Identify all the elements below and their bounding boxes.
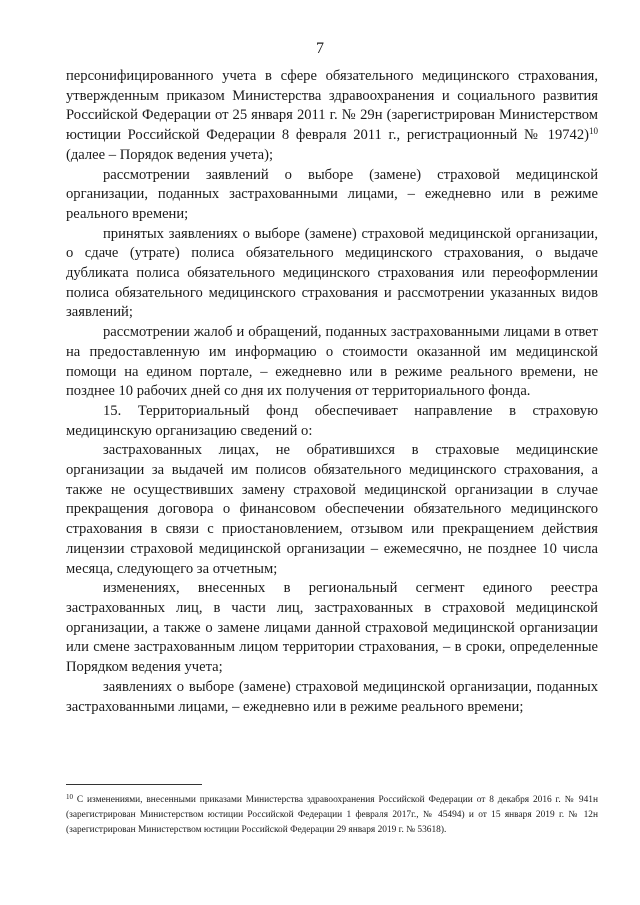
paragraph: рассмотрении жалоб и обращений, поданных застрахованными лицами в ответ на предоставленную им информацию о стоимости оказанной им медицинской помощи на едином портале, – ежедневно или в режиме реального времени, не позднее 10 рабочих дней со дня их получения от территориального фонда. [66, 324, 598, 400]
paragraph: изменениях, внесенных в региональный сегмент единого реестра застрахованных лиц, в части лиц, застрахованных в страховой медицинской организации, а также о замене лицами данной страховой медицинской организации или смене застрахованным лицом территории страхования, – в сроки, определенные Порядком ведения учета; [66, 580, 598, 676]
body-text [66, 67, 598, 717]
page-number: 7 [316, 40, 324, 57]
footnote-text: С изменениями, внесенными приказами Министерства здравоохранения Российской Федерации от 8 декабря 2016 г. № 941н (зарегистрирован Министерством юстиции Российской Федерации 1 февраля 2017г., № 45494) и от 15 января 2019 г. № 12н (зарегистрирован Министерством юстиции Российской Федерации 29 января 2019 г. № 53618). [66, 795, 598, 835]
paragraph: заявлениях о выборе (замене) страховой медицинской организации, поданных застрахованными лицами, – ежедневно или в режиме реального времени; [66, 678, 598, 715]
paragraph: застрахованных лицах, не обратившихся в страховые медицинские организации за выдачей им полисов обязательного медицинского страхования, а также не осуществивших замену страховой медицинской организации в случае прекращения договора о финансовом обеспечении обязательного медицинского страхования в связи с приостановлением, отзывом или прекращением действия лицензии страховой медицинской организации – ежемесячно, не позднее 10 числа месяца, следующего за отчетным; [66, 442, 598, 577]
paragraph [66, 67, 598, 166]
paragraph: рассмотрении заявлений о выборе (замене) страховой медицинской организации, поданных застрахованными лицами, – ежедневно или в режиме реального времени; [66, 166, 598, 222]
paragraph: принятых заявлениях о выборе (замене) страховой медицинской организации, о сдаче (утрате) полиса обязательного медицинского страхования, о выдаче дубликата полиса обязательного медицинского страхования или переоформлении полиса обязательного медицинского страхования и рассмотрении указанных видов заявлений; [66, 225, 598, 321]
footnote-reference: 10 [589, 126, 598, 137]
footnote-separator [66, 784, 202, 785]
paragraph-text: персонифицированного учета в сфере обязательного медицинского страхования, утвержденным приказом Министерства здравоохранения и социального развития Российской Федерации от 25 января 2011 г. № 29н (зарегистрирован Министерством юстиции Российской Федерации 8 февраля 2011 г., регистрационный № 19742) [66, 68, 598, 144]
footnote-marker: 10 [66, 793, 73, 801]
paragraph-text-tail: (далее – Порядок ведения учета); [66, 146, 274, 163]
paragraph: 15. Территориальный фонд обеспечивает направление в страховую медицинскую организацию сведений о: [66, 402, 598, 439]
footnote [66, 793, 598, 838]
